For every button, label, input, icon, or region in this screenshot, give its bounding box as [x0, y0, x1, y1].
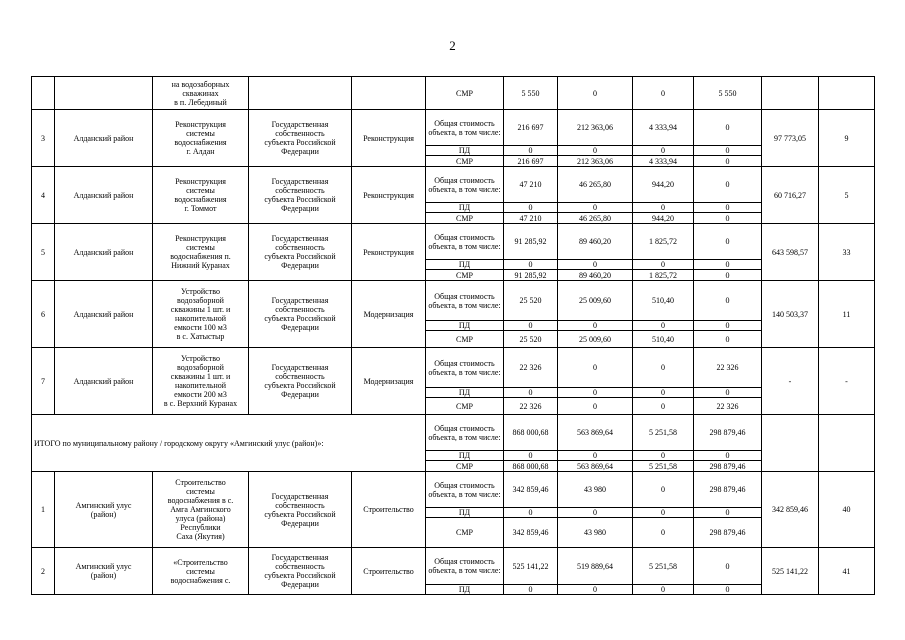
district-cell: Алданский район [55, 224, 153, 281]
value-cell: 0 [694, 585, 762, 595]
table-row [32, 224, 875, 260]
ownership-cell: Государственная собственность субъекта Российской Федерации [249, 281, 352, 348]
value-cell: 0 [504, 585, 558, 595]
value-cell: 868 000,68 [504, 461, 558, 472]
district-cell: Алданский район [55, 281, 153, 348]
value-cell: 0 [633, 388, 694, 398]
value-cell: 25 520 [504, 331, 558, 348]
capacity-cell: - [762, 348, 819, 415]
value-cell: 91 285,92 [504, 270, 558, 281]
capacity-cell: 60 716,27 [762, 167, 819, 224]
value-cell: 212 363,06 [558, 156, 633, 167]
object-name-cell: Реконструкция системы водоснабжения г. Томмот [153, 167, 249, 224]
value-cell: 43 980 [558, 472, 633, 508]
object-name-cell: Устройство водозаборной скважины 1 шт. и накопительной емкости 200 м3 в с. Верхний Куранах [153, 348, 249, 415]
value-cell: 0 [694, 167, 762, 203]
value-cell: 0 [633, 348, 694, 388]
cost-label-cell: Общая стоимость объекта, в том числе: [426, 224, 504, 260]
table-row [32, 167, 875, 203]
value-cell: 0 [558, 451, 633, 461]
count-cell: 40 [819, 472, 875, 548]
value-cell: 5 251,58 [633, 461, 694, 472]
work-type-cell: Строительство [352, 472, 426, 548]
count-cell: 41 [819, 548, 875, 595]
value-cell: 0 [558, 585, 633, 595]
value-cell: 0 [633, 508, 694, 518]
object-name-cell: на водозаборных скважинах в п. Лебединый [153, 77, 249, 110]
value-cell: 0 [633, 585, 694, 595]
count-cell: - [819, 348, 875, 415]
row-number-cell: 1 [32, 472, 55, 548]
value-cell: 342 859,46 [504, 518, 558, 548]
value-cell: 0 [633, 321, 694, 331]
value-cell: 563 869,64 [558, 415, 633, 451]
cost-label-cell: СМР [426, 270, 504, 281]
ownership-cell [249, 77, 352, 110]
value-cell: 0 [558, 398, 633, 415]
value-cell: 0 [694, 548, 762, 585]
cost-label-cell: Общая стоимость объекта, в том числе: [426, 281, 504, 321]
value-cell: 0 [558, 203, 633, 213]
value-cell: 1 825,72 [633, 270, 694, 281]
district-cell: Алданский район [55, 167, 153, 224]
value-cell: 298 879,46 [694, 518, 762, 548]
ownership-cell: Государственная собственность субъекта Российской Федерации [249, 548, 352, 595]
value-cell: 46 265,80 [558, 213, 633, 224]
row-number-cell: 4 [32, 167, 55, 224]
cost-label-cell: СМР [426, 213, 504, 224]
value-cell: 0 [633, 398, 694, 415]
district-cell: Алданский район [55, 348, 153, 415]
table-row [32, 415, 875, 451]
value-cell: 0 [504, 146, 558, 156]
value-cell: 89 460,20 [558, 270, 633, 281]
value-cell: 944,20 [633, 213, 694, 224]
object-name-cell: Реконструкция системы водоснабжения п. Нижний Куранах [153, 224, 249, 281]
cost-label-cell: Общая стоимость объекта, в том числе: [426, 415, 504, 451]
value-cell: 0 [694, 281, 762, 321]
value-cell: 22 326 [504, 398, 558, 415]
value-cell: 46 265,80 [558, 167, 633, 203]
cost-label-cell: ПД [426, 321, 504, 331]
cost-label-cell: СМР [426, 77, 504, 110]
row-number-cell: 3 [32, 110, 55, 167]
district-cell: Алданский район [55, 110, 153, 167]
value-cell: 22 326 [504, 348, 558, 388]
value-cell: 944,20 [633, 167, 694, 203]
value-cell: 0 [558, 388, 633, 398]
value-cell: 0 [694, 508, 762, 518]
work-type-cell: Реконструкция [352, 110, 426, 167]
cost-label-cell: ПД [426, 203, 504, 213]
work-type-cell: Реконструкция [352, 167, 426, 224]
table-row [32, 77, 875, 110]
value-cell: 510,40 [633, 331, 694, 348]
cost-label-cell: Общая стоимость объекта, в том числе: [426, 472, 504, 508]
capacity-cell [762, 415, 819, 472]
ownership-cell: Государственная собственность субъекта Российской Федерации [249, 348, 352, 415]
work-type-cell [352, 77, 426, 110]
cost-label-cell: ПД [426, 388, 504, 398]
cost-label-cell: СМР [426, 398, 504, 415]
value-cell: 22 326 [694, 398, 762, 415]
capacity-cell: 342 859,46 [762, 472, 819, 548]
value-cell: 0 [504, 451, 558, 461]
value-cell: 0 [694, 203, 762, 213]
value-cell: 0 [558, 260, 633, 270]
value-cell: 0 [504, 203, 558, 213]
value-cell: 1 825,72 [633, 224, 694, 260]
cost-label-cell: СМР [426, 461, 504, 472]
cost-label-cell: СМР [426, 518, 504, 548]
ownership-cell: Государственная собственность субъекта Российской Федерации [249, 472, 352, 548]
value-cell: 0 [694, 260, 762, 270]
value-cell: 89 460,20 [558, 224, 633, 260]
value-cell: 216 697 [504, 110, 558, 146]
value-cell: 298 879,46 [694, 472, 762, 508]
cost-label-cell: ПД [426, 260, 504, 270]
value-cell: 47 210 [504, 213, 558, 224]
value-cell: 0 [504, 508, 558, 518]
count-cell: 9 [819, 110, 875, 167]
count-cell: 11 [819, 281, 875, 348]
value-cell: 5 550 [504, 77, 558, 110]
value-cell: 0 [694, 224, 762, 260]
value-cell: 0 [558, 146, 633, 156]
value-cell: 342 859,46 [504, 472, 558, 508]
cost-label-cell: ПД [426, 451, 504, 461]
capacity-cell: 140 503,37 [762, 281, 819, 348]
value-cell: 0 [504, 388, 558, 398]
value-cell: 0 [694, 451, 762, 461]
value-cell: 0 [633, 77, 694, 110]
district-cell: Амгинский улус (район) [55, 548, 153, 595]
value-cell: 216 697 [504, 156, 558, 167]
capacity-cell: 97 773,05 [762, 110, 819, 167]
row-number-cell [32, 77, 55, 110]
value-cell: 0 [633, 451, 694, 461]
value-cell: 0 [633, 260, 694, 270]
value-cell: 519 889,64 [558, 548, 633, 585]
count-cell [819, 77, 875, 110]
value-cell: 868 000,68 [504, 415, 558, 451]
value-cell: 212 363,06 [558, 110, 633, 146]
value-cell: 91 285,92 [504, 224, 558, 260]
count-cell [819, 415, 875, 472]
ownership-cell: Государственная собственность субъекта Российской Федерации [249, 224, 352, 281]
count-cell: 5 [819, 167, 875, 224]
value-cell: 0 [694, 331, 762, 348]
value-cell: 5 251,58 [633, 415, 694, 451]
object-name-cell: Строительство системы водоснабжения в с. Амга Амгинского улуса (района) Республики Саха (Якутия) [153, 472, 249, 548]
cost-label-cell: ПД [426, 146, 504, 156]
table-row [32, 472, 875, 508]
value-cell: 0 [504, 260, 558, 270]
cost-label-cell: СМР [426, 156, 504, 167]
value-cell: 0 [633, 203, 694, 213]
object-name-cell: Устройство водозаборной скважины 1 шт. и накопительной емкости 100 м3 в с. Хатыстыр [153, 281, 249, 348]
district-cell: Амгинский улус (район) [55, 472, 153, 548]
page-number: 2 [449, 38, 456, 53]
value-cell: 43 980 [558, 518, 633, 548]
object-name-cell: «Строительство системы водоснабжения с. [153, 548, 249, 595]
value-cell: 25 520 [504, 281, 558, 321]
value-cell: 25 009,60 [558, 331, 633, 348]
value-cell: 0 [633, 472, 694, 508]
value-cell: 0 [633, 518, 694, 548]
value-cell: 0 [694, 321, 762, 331]
value-cell: 0 [558, 348, 633, 388]
work-type-cell: Строительство [352, 548, 426, 595]
district-cell [55, 77, 153, 110]
value-cell: 563 869,64 [558, 461, 633, 472]
object-name-cell: Реконструкция системы водоснабжения г. Алдан [153, 110, 249, 167]
value-cell: 0 [694, 110, 762, 146]
row-number-cell: 5 [32, 224, 55, 281]
table-row [32, 348, 875, 388]
value-cell: 22 326 [694, 348, 762, 388]
value-cell: 0 [694, 270, 762, 281]
value-cell: 0 [694, 213, 762, 224]
value-cell: 298 879,46 [694, 415, 762, 451]
work-type-cell: Модернизация [352, 281, 426, 348]
row-number-cell: 6 [32, 281, 55, 348]
value-cell: 0 [558, 321, 633, 331]
row-number-cell: 2 [32, 548, 55, 595]
value-cell: 298 879,46 [694, 461, 762, 472]
value-cell: 0 [633, 146, 694, 156]
capacity-cell: 643 598,57 [762, 224, 819, 281]
value-cell: 510,40 [633, 281, 694, 321]
work-type-cell: Реконструкция [352, 224, 426, 281]
investment-table [31, 76, 875, 595]
table-row [32, 281, 875, 321]
capacity-cell: 525 141,22 [762, 548, 819, 595]
value-cell: 25 009,60 [558, 281, 633, 321]
work-type-cell: Модернизация [352, 348, 426, 415]
value-cell: 0 [558, 77, 633, 110]
row-number-cell: 7 [32, 348, 55, 415]
cost-label-cell: Общая стоимость объекта, в том числе: [426, 548, 504, 585]
value-cell: 525 141,22 [504, 548, 558, 585]
value-cell: 4 333,94 [633, 110, 694, 146]
value-cell: 5 550 [694, 77, 762, 110]
table-row [32, 110, 875, 146]
value-cell: 47 210 [504, 167, 558, 203]
value-cell: 0 [694, 156, 762, 167]
cost-label-cell: Общая стоимость объекта, в том числе: [426, 110, 504, 146]
value-cell: 0 [694, 388, 762, 398]
count-cell: 33 [819, 224, 875, 281]
table-row [32, 548, 875, 585]
value-cell: 5 251,58 [633, 548, 694, 585]
value-cell: 0 [694, 146, 762, 156]
cost-label-cell: ПД [426, 585, 504, 595]
value-cell: 0 [558, 508, 633, 518]
itogo-label-cell: ИТОГО по муниципальному району / городскому округу «Амгинский улус (район)»: [32, 415, 426, 472]
cost-label-cell: СМР [426, 331, 504, 348]
cost-label-cell: Общая стоимость объекта, в том числе: [426, 348, 504, 388]
value-cell: 4 333,94 [633, 156, 694, 167]
ownership-cell: Государственная собственность субъекта Российской Федерации [249, 110, 352, 167]
ownership-cell: Государственная собственность субъекта Российской Федерации [249, 167, 352, 224]
value-cell: 0 [504, 321, 558, 331]
capacity-cell [762, 77, 819, 110]
cost-label-cell: ПД [426, 508, 504, 518]
cost-label-cell: Общая стоимость объекта, в том числе: [426, 167, 504, 203]
